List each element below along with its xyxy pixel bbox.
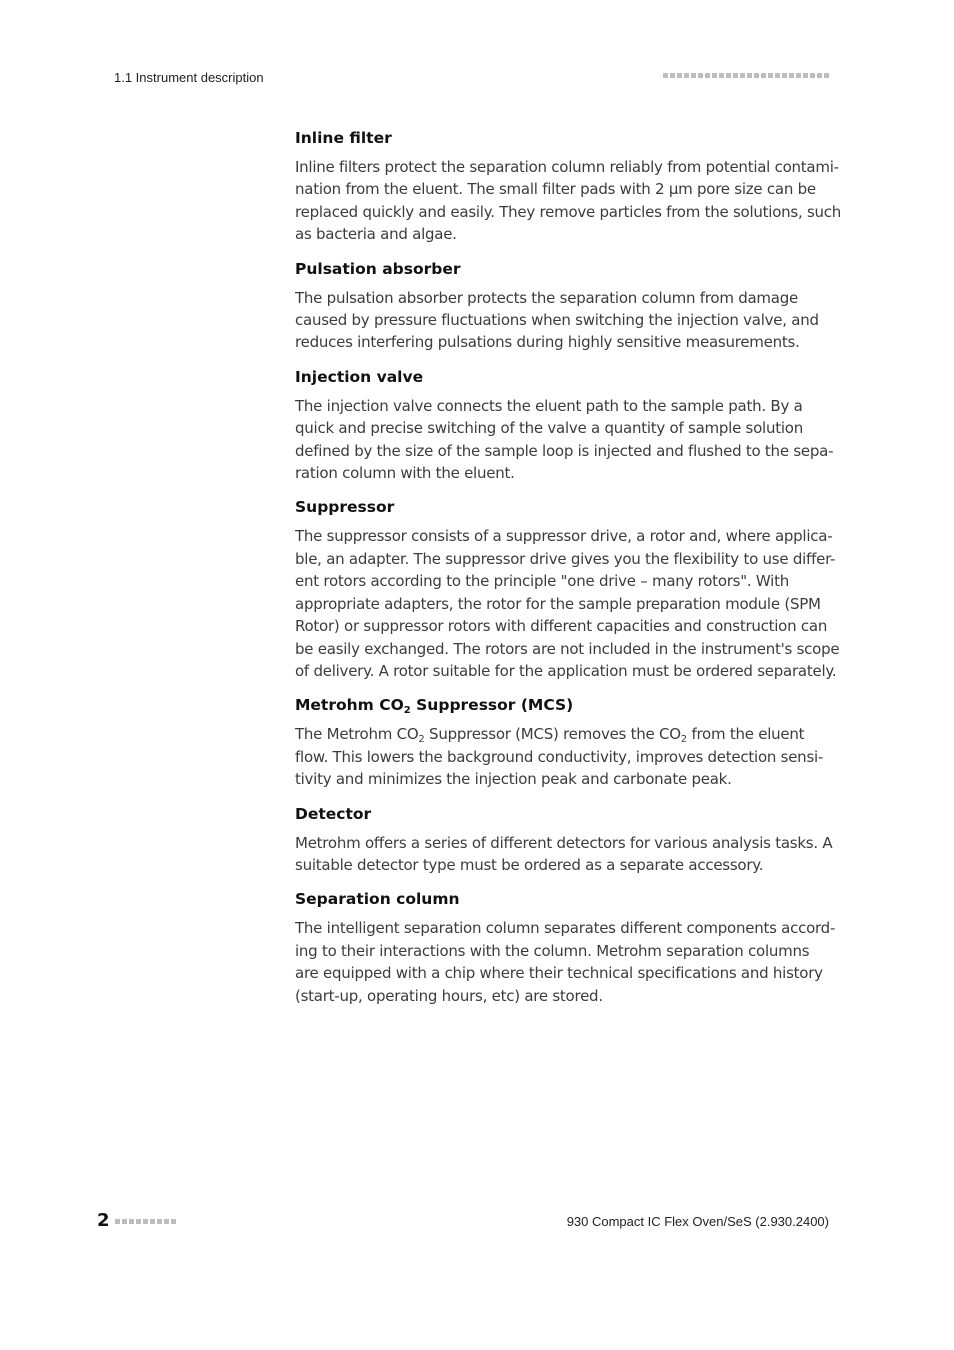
body-text: Suppressor (MCS) removes the CO bbox=[424, 725, 681, 744]
body-line: flow. This lowers the background conductivity, improves detection sensi- bbox=[295, 747, 824, 766]
header-decoration bbox=[663, 73, 829, 78]
footer-decoration bbox=[115, 1219, 176, 1224]
section-heading: Detector bbox=[295, 804, 372, 823]
section-body bbox=[295, 723, 831, 790]
main-content bbox=[295, 126, 842, 1018]
body-line: (start-up, operating hours, etc) are stored. bbox=[295, 986, 603, 1005]
body-line: ing to their interactions with the column. Metrohm separation columns bbox=[295, 941, 810, 960]
body-line: The injection valve connects the eluent path to the sample path. By a bbox=[295, 396, 803, 415]
section-injection-valve bbox=[295, 365, 834, 485]
section-body bbox=[295, 832, 831, 877]
section-heading: Inline filter bbox=[295, 129, 392, 147]
body-line: appropriate adapters, the rotor for the sample preparation module (SPM bbox=[295, 594, 821, 613]
body-line: as bacteria and algae. bbox=[295, 225, 457, 244]
body-line: Inline filters protect the separation column reliably from potential contami- bbox=[295, 158, 839, 176]
section-body bbox=[295, 525, 840, 682]
body-line: quick and precise switching of the valve a quantity of sample solution bbox=[295, 419, 803, 438]
body-line: are equipped with a chip where their technical specifications and history bbox=[295, 964, 823, 983]
section-detector bbox=[295, 802, 831, 877]
body-text: from the eluent bbox=[686, 725, 805, 744]
section-heading bbox=[295, 693, 831, 717]
document-title: 930 Compact IC Flex Oven/SeS (2.930.2400) bbox=[566, 1214, 829, 1229]
body-line: suitable detector type must be ordered as a separate accessory. bbox=[295, 855, 764, 874]
body-line: of delivery. A rotor suitable for the application must be ordered separately. bbox=[295, 661, 837, 680]
subscript: 2 bbox=[403, 705, 411, 717]
body-line: tivity and minimizes the injection peak and carbonate peak. bbox=[295, 770, 732, 789]
running-header-section: 1.1 Instrument description bbox=[114, 70, 264, 85]
section-heading: Pulsation absorber bbox=[295, 259, 461, 278]
section-body bbox=[295, 287, 831, 354]
body-line: defined by the size of the sample loop is injected and flushed to the sepa- bbox=[295, 441, 834, 460]
body-line: replaced quickly and easily. They remove particles from the solutions, such bbox=[295, 202, 842, 221]
section-mcs bbox=[295, 693, 831, 790]
body-line: The intelligent separation column separates different components accord- bbox=[295, 919, 836, 938]
section-heading: Separation column bbox=[295, 890, 460, 909]
subscript: 2 bbox=[418, 734, 425, 746]
section-body bbox=[295, 156, 842, 246]
body-line: caused by pressure fluctuations when switching the injection valve, and bbox=[295, 311, 819, 330]
body-line: be easily exchanged. The rotors are not included in the instrument's scope bbox=[295, 639, 840, 658]
body-line: ration column with the eluent. bbox=[295, 464, 515, 483]
body-line: Rotor) or suppressor rotors with different capacities and construction can bbox=[295, 617, 828, 636]
body-line: ble, an adapter. The suppressor drive gives you the flexibility to use differ- bbox=[295, 549, 836, 568]
heading-text: Metrohm CO bbox=[295, 696, 404, 715]
section-body bbox=[295, 917, 836, 1007]
body-line: nation from the eluent. The small filter pads with 2 µm pore size can be bbox=[295, 180, 816, 199]
heading-text: Suppressor (MCS) bbox=[410, 696, 574, 715]
body-line: reduces interfering pulsations during highly sensitive measurements. bbox=[295, 333, 800, 352]
section-body bbox=[295, 395, 834, 485]
body-line bbox=[295, 723, 831, 745]
body-line: ent rotors according to the principle "one drive – many rotors". With bbox=[295, 572, 789, 591]
body-line: The suppressor consists of a suppressor drive, a rotor and, where applica- bbox=[295, 527, 833, 546]
section-heading: Suppressor bbox=[295, 498, 395, 517]
body-line: The pulsation absorber protects the separation column from damage bbox=[295, 288, 798, 307]
section-separation-column bbox=[295, 887, 836, 1007]
body-line: Metrohm offers a series of different detectors for various analysis tasks. A bbox=[295, 833, 833, 852]
body-text: The Metrohm CO bbox=[295, 725, 419, 744]
section-pulsation-absorber bbox=[295, 257, 831, 354]
section-suppressor bbox=[295, 495, 840, 682]
section-heading: Injection valve bbox=[295, 367, 424, 386]
page-number: 2 bbox=[97, 1210, 110, 1231]
section-inline-filter bbox=[295, 126, 842, 246]
subscript: 2 bbox=[680, 734, 687, 746]
